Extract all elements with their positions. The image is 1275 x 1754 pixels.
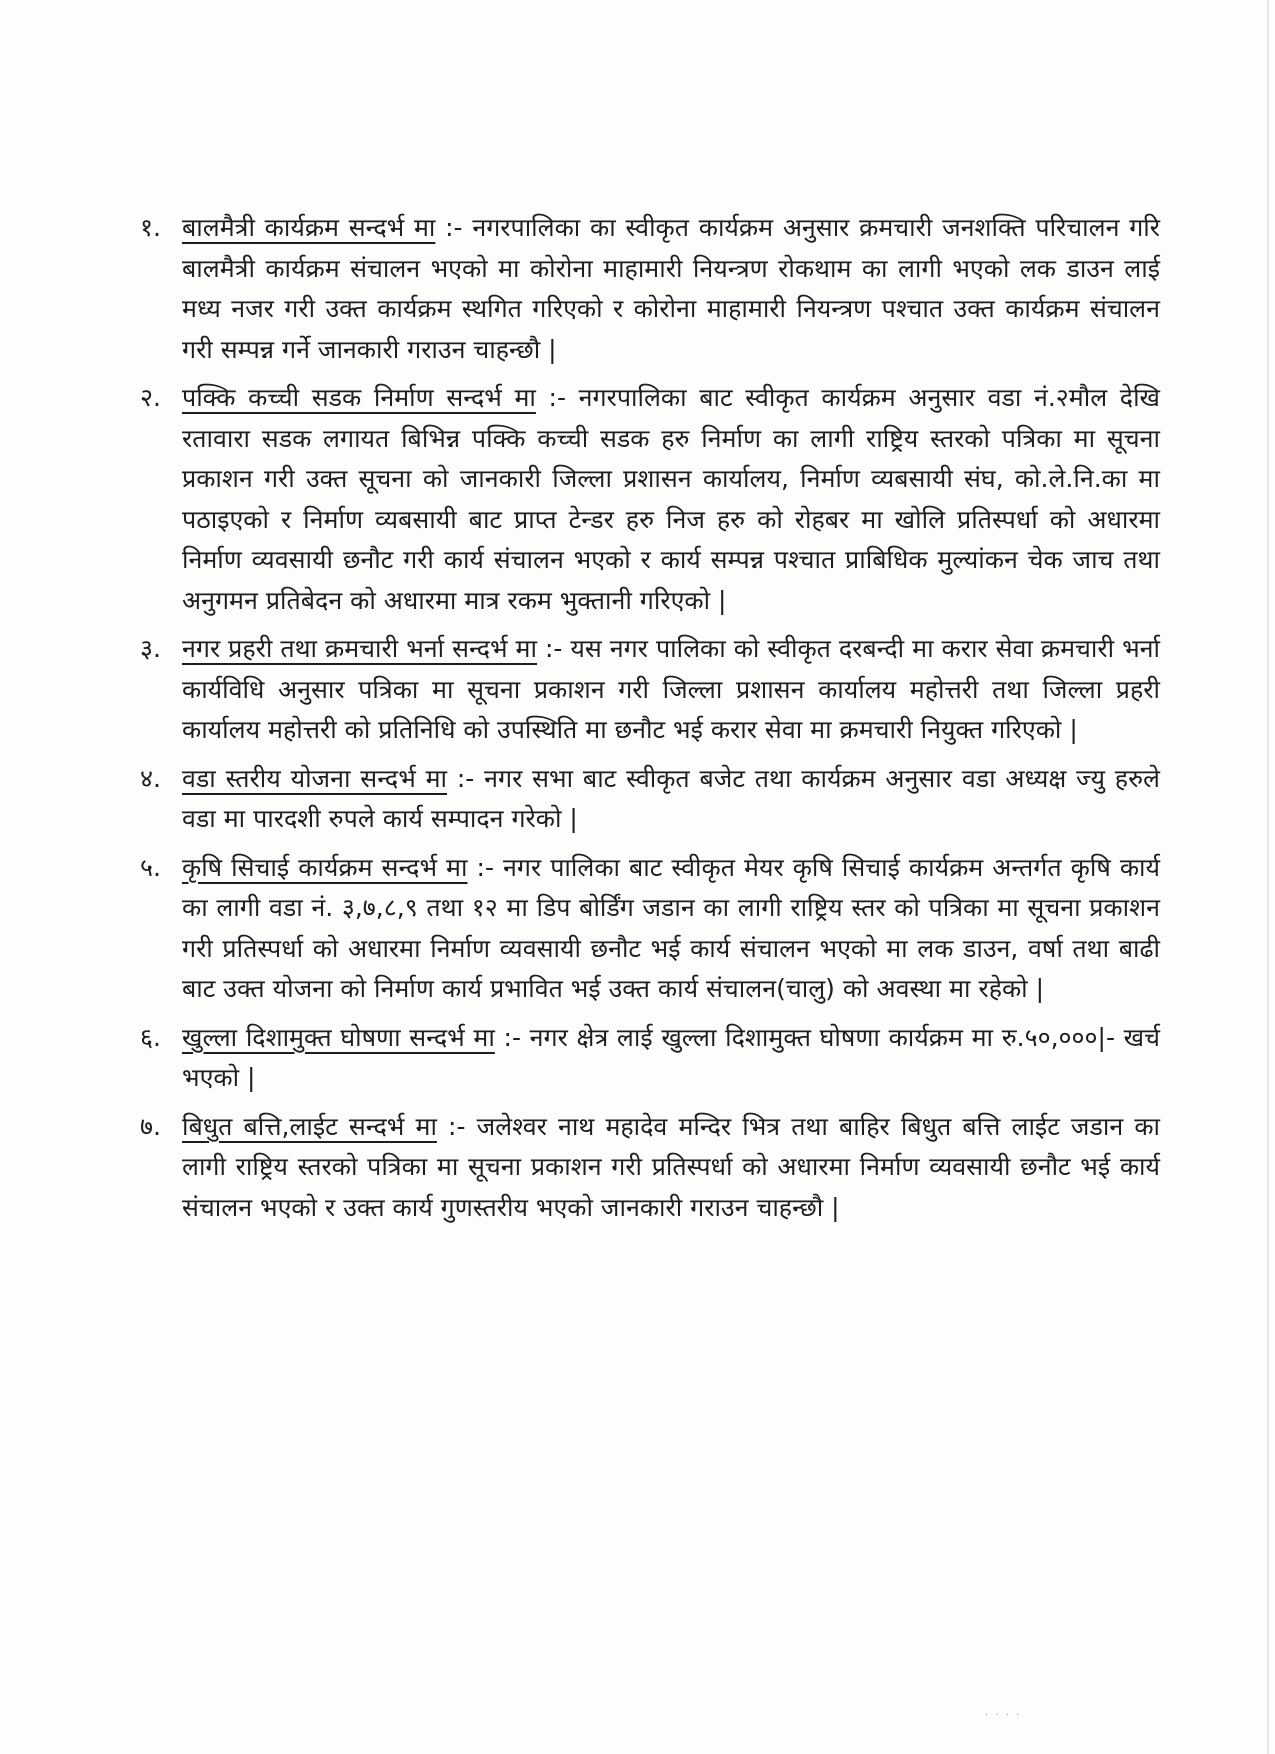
list-item: [140, 1018, 1160, 1099]
item-body: [182, 208, 1160, 370]
document-body: [140, 208, 1160, 1236]
list-item: [140, 848, 1160, 1010]
list-item: [140, 208, 1160, 370]
item-heading: पक्कि कच्ची सडक निर्माण सन्दर्भ मा: [182, 383, 536, 412]
item-heading: खुल्ला दिशामुक्त घोषणा सन्दर्भ मा: [182, 1022, 495, 1052]
item-text: नगरपालिका का स्वीकृत कार्यक्रम अनुसार क्रमचारी जनशक्ति परिचालन गरि बालमैत्री कार्यक्रम संचालन भएको मा कोरोना माहामारी नियन्त्रण रोकथाम का लागी भएको लक डाउन लाई मध्य नजर गरी उक्त कार्यक्रम स्थगित गरिएको र कोरोना माहामारी नियन्त्रण पश्चात उक्त कार्यक्रम संचालन गरी सम्पन्न गर्ने जानकारी गराउन चाहन्छौ |: [182, 213, 1160, 364]
item-text: नगर क्षेत्र लाई खुल्ला दिशामुक्त घोषणा कार्यक्रम मा रु.५०,०००|- खर्च भएको |: [182, 1022, 1160, 1092]
item-body: [182, 378, 1160, 621]
item-number: ७.: [140, 1111, 161, 1141]
list-item: [140, 378, 1160, 621]
item-number: ४.: [140, 763, 161, 793]
item-text: नगर सभा बाट स्वीकृत बजेट तथा कार्यक्रम अनुसार वडा अध्यक्ष ज्यु हरुले वडा मा पारदशी रुपले कार्य सम्पादन गरेको |: [182, 763, 1160, 833]
item-number: १.: [140, 213, 161, 242]
item-text: नगरपालिका बाट स्वीकृत कार्यक्रम अनुसार वडा नं.२मौल देखि रतावारा सडक लगायत बिभिन्न पक्कि कच्ची सडक हरु निर्माण का लागी राष्ट्रिय स्तरको पत्रिका मा सूचना प्रकाशन गरी उक्त सूचना को जानकारी जिल्ला प्रशासन कार्यालय, निर्माण व्यबसायी संघ, को.ले.नि.का मा पठाइएको र निर्माण व्यबसायी बाट प्राप्त टेन्डर हरु निज हरु को रोहबर मा खोलि प्रतिस्पर्धा को अधारमा निर्माण व्यवसायी छनौट गरी कार्य संचालन भएको र कार्य सम्पन्न पश्चात प्राबिधिक मुल्यांकन चेक जाच तथा अनुगमन प्रतिबेदन को अधारमा मात्र रकम भुक्तानी गरिएको |: [182, 383, 1161, 615]
item-body: [182, 759, 1160, 840]
scan-speck: · · · ·: [985, 1710, 1022, 1721]
item-body: [182, 1107, 1160, 1229]
item-separator: :-: [537, 634, 571, 663]
item-number: ६.: [140, 1022, 161, 1052]
item-number: ५.: [140, 852, 161, 882]
item-text: नगर पालिका बाट स्वीकृत मेयर कृषि सिचाई कार्यक्रम अन्तर्गत कृषि कार्य का लागी वडा नं. ३,७,८,९ तथा १२ मा डिप बोर्डिंग जडान का लागी राष्ट्रिय स्तर को पत्रिका मा सूचना प्रकाशन गरी प्रतिस्पर्धा को अधारमा निर्माण व्यवसायी छनौट भई कार्य संचालन भएको मा लक डाउन, वर्षा तथा बाढी बाट उक्त योजना को निर्माण कार्य प्रभावित भई उक्त कार्य संचालन(चालु) को अवस्था मा रहेको |: [182, 852, 1161, 1003]
item-separator: :-: [535, 383, 579, 412]
item-separator: :-: [436, 1111, 477, 1141]
scan-edge: [1267, 0, 1269, 1754]
item-heading: बिधुत बत्ति,लाईट सन्दर्भ मा: [182, 1111, 437, 1141]
item-heading: बालमैत्री कार्यक्रम सन्दर्भ मा: [182, 213, 436, 242]
list-item: [140, 759, 1160, 840]
item-separator: :-: [467, 852, 504, 882]
item-body: [182, 848, 1160, 1010]
item-heading: कृषि सिचाई कार्यक्रम सन्दर्भ मा: [182, 852, 468, 882]
list-item: [140, 1107, 1160, 1229]
item-heading: नगर प्रहरी तथा क्रमचारी भर्ना सन्दर्भ मा: [182, 634, 537, 663]
item-number: २.: [140, 383, 161, 412]
item-body: [182, 1018, 1160, 1099]
item-separator: :-: [447, 763, 485, 793]
item-separator: :-: [435, 213, 473, 242]
item-number: ३.: [140, 634, 161, 663]
item-heading: वडा स्तरीय योजना सन्दर्भ मा: [182, 763, 448, 793]
item-text: यस नगर पालिका को स्वीकृत दरबन्दी मा करार सेवा क्रमचारी भर्ना कार्यविधि अनुसार पत्रिका मा सूचना प्रकाशन गरी जिल्ला प्रशासन कार्यालय महोत्तरी तथा जिल्ला प्रहरी कार्यालय महोत्तरी को प्रतिनिधि को उपस्थिति मा छनौट भई करार सेवा मा क्रमचारी नियुक्त गरिएको |: [182, 634, 1160, 744]
item-separator: :-: [494, 1022, 530, 1052]
list-item: [140, 629, 1160, 751]
item-body: [182, 629, 1160, 751]
item-text: जलेश्वर नाथ महादेव मन्दिर भित्र तथा बाहिर बिधुत बत्ति लाईट जडान का लागी राष्ट्रिय स्तरको पत्रिका मा सूचना प्रकाशन गरी प्रतिस्पर्धा को अधारमा निर्माण व्यवसायी छनौट भई कार्य संचालन भएको र उक्त कार्य गुणस्तरीय भएको जानकारी गराउन चाहन्छौ |: [182, 1111, 1161, 1222]
